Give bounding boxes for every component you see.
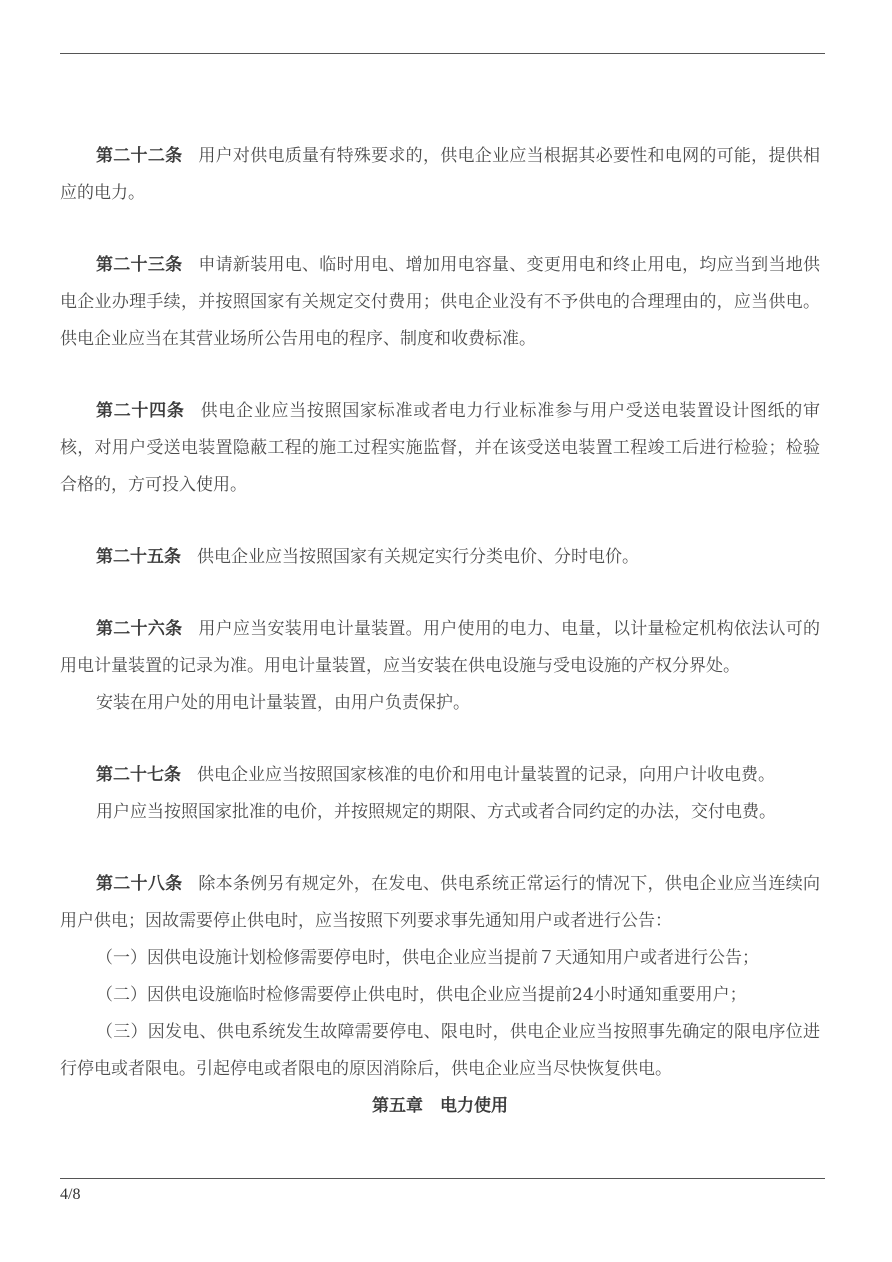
article-number: 第二十七条 <box>96 765 181 785</box>
article-paragraph <box>60 138 820 212</box>
article-text: 申请新装用电、临时用电、增加用电容量、变更用电和终止用电，均应当到当地供电企业办理手续，并按照国家有关规定交付费用；供电企业没有不予供电的合理理由的，应当供电。供电企业应当在其营业场所公告用电的程序、制度和收费标准。 <box>60 255 820 349</box>
article-paragraph <box>60 757 820 794</box>
article-22 <box>60 138 820 212</box>
article-list-item: （二）因供电设施临时检修需要停止供电时，供电企业应当提前24小时通知重要用户； <box>96 985 747 1005</box>
article-text: 供电企业应当按照国家核准的电价和用电计量装置的记录，向用户计收电费。 <box>197 765 775 785</box>
article-list-item: （三）因发电、供电系统发生故障需要停电、限电时，供电企业应当按照事先确定的限电序位进行停电或者限电。引起停电或者限电的原因消除后，供电企业应当尽快恢复供电。 <box>60 1022 820 1079</box>
article-number: 第二十二条 <box>96 146 183 166</box>
document-body <box>60 138 820 1125</box>
article-list-item: （一）因供电设施计划检修需要停电时，供电企业应当提前７天通知用户或者进行公告； <box>96 948 759 968</box>
article-23 <box>60 247 820 358</box>
article-paragraph <box>60 247 820 358</box>
article-text: 用户对供电质量有特殊要求的，供电企业应当根据其必要性和电网的可能，提供相应的电力。 <box>60 146 820 203</box>
article-paragraph <box>60 539 820 576</box>
article-paragraph <box>60 611 820 685</box>
article-text: 除本条例另有规定外，在发电、供电系统正常运行的情况下，供电企业应当连续向用户供电；因故需要停止供电时，应当按照下列要求事先通知用户或者进行公告： <box>60 874 820 931</box>
article-number: 第二十四条 <box>96 401 185 421</box>
article-number: 第二十三条 <box>96 255 183 275</box>
article-number: 第二十八条 <box>96 874 183 894</box>
article-25 <box>60 539 820 576</box>
article-number: 第二十六条 <box>96 619 183 639</box>
article-number: 第二十五条 <box>96 547 181 567</box>
header-rule <box>60 53 825 54</box>
footer-rule <box>60 1178 825 1179</box>
article-28 <box>60 866 820 1088</box>
article-text: 供电企业应当按照国家标准或者电力行业标准参与用户受送电装置设计图纸的审核，对用户受送电装置隐蔽工程的施工过程实施监督，并在该受送电装置工程竣工后进行检验；检验合格的，方可投入使用。 <box>60 401 821 495</box>
article-text: 供电企业应当按照国家有关规定实行分类电价、分时电价。 <box>197 547 639 567</box>
article-text: 用户应当安装用电计量装置。用户使用的电力、电量，以计量检定机构依法认可的用电计量装置的记录为准。用电计量装置，应当安装在供电设施与受电设施的产权分界处。 <box>60 619 820 676</box>
page-number: 4/8 <box>60 1186 81 1203</box>
article-paragraph <box>60 866 820 940</box>
article-paragraph: 安装在用户处的用电计量装置，由用户负责保护。 <box>96 693 470 713</box>
article-27 <box>60 757 820 831</box>
article-paragraph: 用户应当按照国家批准的电价，并按照规定的期限、方式或者合同约定的办法，交付电费。 <box>96 802 776 822</box>
article-26 <box>60 611 820 722</box>
chapter-heading: 第五章 电力使用 <box>372 1096 508 1116</box>
article-paragraph <box>60 393 820 504</box>
article-24 <box>60 393 820 504</box>
